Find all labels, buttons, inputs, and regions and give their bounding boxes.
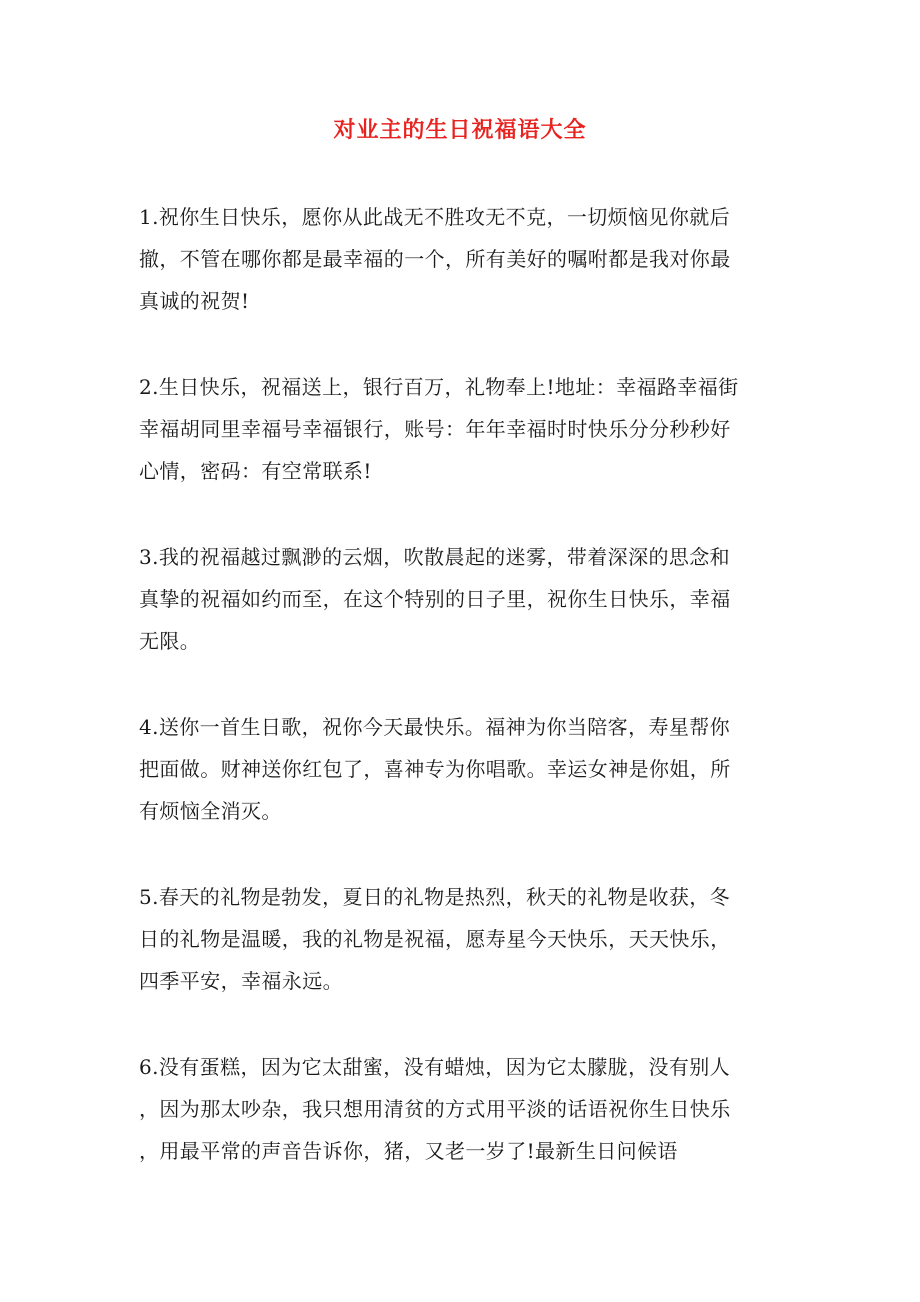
wish-item-1 [139,196,779,322]
wish-line: 有烦恼全消灭。 [139,799,282,823]
wish-line: 3.我的祝福越过飘渺的云烟，吹散晨起的迷雾，带着深深的思念和 [139,545,731,569]
wish-item-3 [139,536,779,662]
wish-line: 5.春天的礼物是勃发，夏日的礼物是热烈，秋天的礼物是收获，冬 [139,885,731,909]
wish-line: 6.没有蛋糕，因为它太甜蜜，没有蜡烛，因为它太朦胧，没有别人 [139,1055,731,1079]
wish-line: 4.送你一首生日歌，祝你今天最快乐。福神为你当陪客，寿星帮你 [139,715,731,739]
wish-line: 四季平安，幸福永远。 [139,969,343,993]
wish-item-4 [139,706,779,832]
wish-line: 幸福胡同里幸福号幸福银行，账号：年年幸福时时快乐分分秒秒好 [139,417,731,441]
wish-line: 撤，不管在哪你都是最幸福的一个，所有美好的嘱咐都是我对你最 [139,247,731,271]
wish-list [139,196,779,1216]
wish-line: ，用最平常的声音告诉你，猪，又老一岁了!最新生日问候语 [139,1139,678,1163]
wish-line: 日的礼物是温暖，我的礼物是祝福，愿寿星今天快乐，天天快乐， [139,927,731,951]
wish-line: ，因为那太吵杂，我只想用清贫的方式用平淡的话语祝你生日快乐 [139,1097,731,1121]
document-title: 对业主的生日祝福语大全 [333,117,587,143]
wish-line: 把面做。财神送你红包了，喜神专为你唱歌。幸运女神是你姐，所 [139,757,731,781]
wish-item-2 [139,366,779,492]
wish-line: 2.生日快乐，祝福送上，银行百万，礼物奉上!地址：幸福路幸福街 [139,375,739,399]
wish-line: 真挚的祝福如约而至，在这个特别的日子里，祝你生日快乐，幸福 [139,587,731,611]
wish-line: 无限。 [139,629,201,653]
wish-line: 心情，密码：有空常联系! [139,459,372,483]
wish-item-6 [139,1046,779,1172]
wish-item-5 [139,876,779,1002]
wish-line: 1.祝你生日快乐，愿你从此战无不胜攻无不克，一切烦恼见你就后 [139,205,731,229]
wish-line: 真诚的祝贺! [139,289,250,313]
